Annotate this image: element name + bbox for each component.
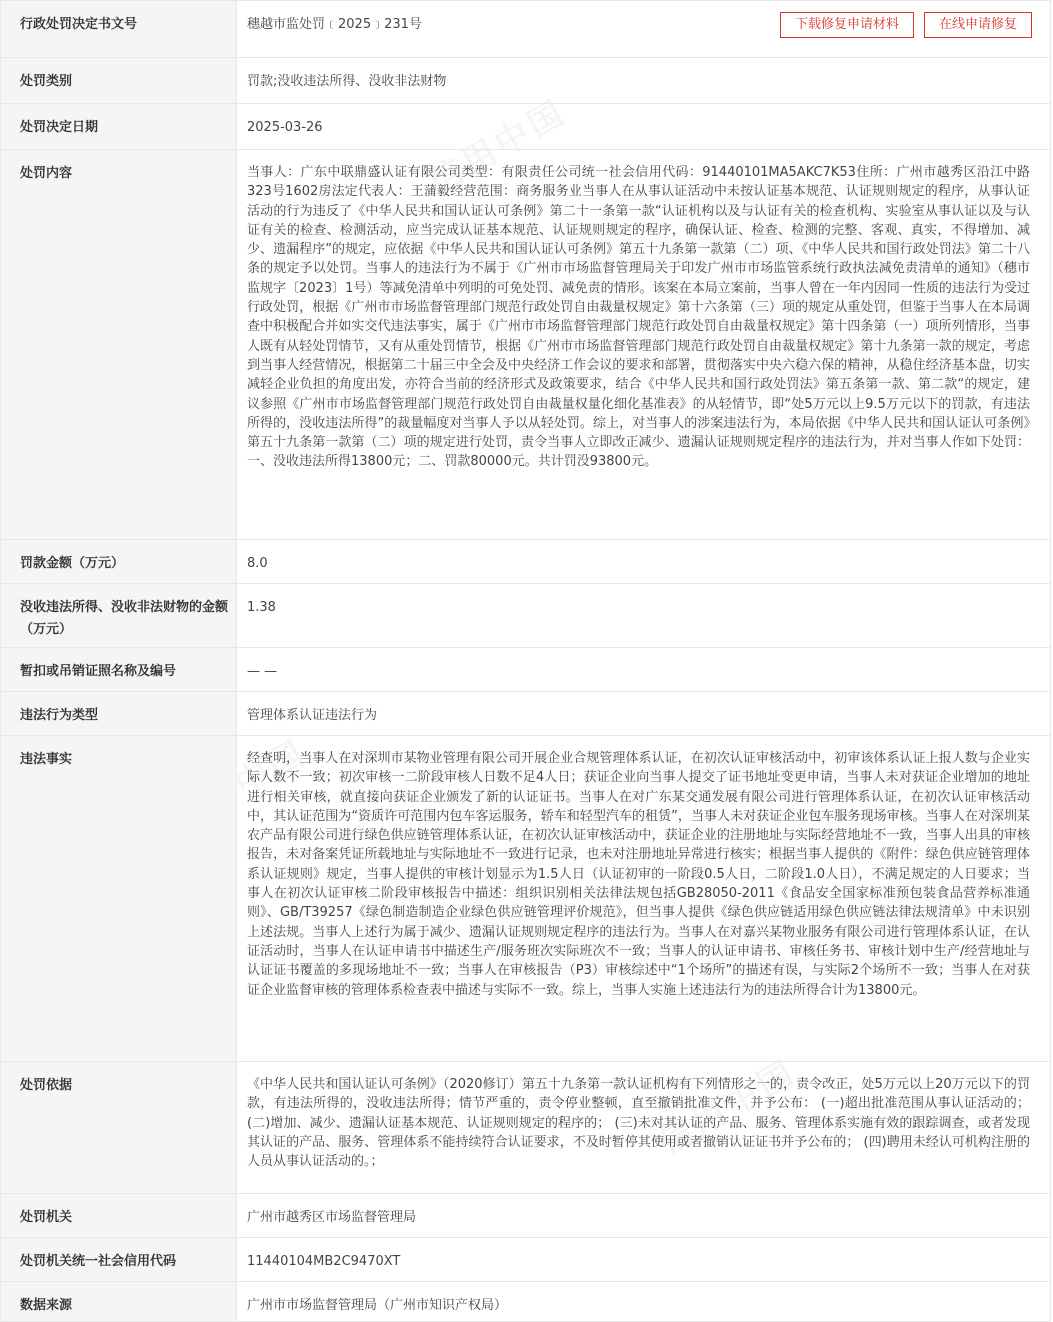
row-decision-number — [1, 1, 1051, 58]
violation-facts-label: 违法事实 — [1, 736, 237, 1062]
data-source-value: 广州市市场监督管理局（广州市知识产权局） — [237, 1282, 1051, 1322]
license-revoked-label: 暂扣或吊销证照名称及编号 — [1, 648, 237, 692]
penalty-type-value: 罚款;没收违法所得、没收非法财物 — [237, 58, 1051, 104]
row-license-revoked — [1, 648, 1051, 692]
row-penalty-type — [1, 58, 1051, 104]
row-penalty-content — [1, 150, 1051, 540]
data-source-label: 数据来源 — [1, 1282, 237, 1322]
legal-basis-value: 《中华人民共和国认证认可条例》（2020修订）第五十九条第一款认证机构有下列情形之一的，责令改正，处5万元以上20万元以下的罚款，有违法所得的，没收违法所得；情节严重的，责令停业整顿，直至撤销批准文件，并予公布： (一)超出批准范围从事认证活动的； (二)增加、减少、遗漏认证基本规范、认证规则规定的程序的； (三)未对其认证的产品、服务、管理体系实施有效的跟踪调查，或者发现其认证的产品、服务、管理体系不能持续符合认证要求，不及时暂停其使用或者撤销认证证书并予公布的； (四)聘用未经认可机构注册的人员从事认证活动的。； — [237, 1062, 1051, 1194]
row-decision-date — [1, 104, 1051, 150]
decision-date-value: 2025-03-26 — [237, 104, 1051, 150]
confiscation-amount-value: 1.38 — [237, 584, 1051, 648]
row-violation-facts — [1, 736, 1051, 1062]
row-authority — [1, 1194, 1051, 1238]
violation-type-value: 管理体系认证违法行为 — [237, 692, 1051, 736]
download-repair-materials-button[interactable]: 下载修复申请材料 — [780, 12, 914, 38]
decision-number-label: 行政处罚决定书文号 — [1, 1, 237, 58]
penalty-content-label: 处罚内容 — [1, 150, 237, 540]
authority-label: 处罚机关 — [1, 1194, 237, 1238]
row-authority-code — [1, 1238, 1051, 1282]
decision-number-value: 穗越市监处罚﹝2025﹞231号 — [247, 17, 422, 32]
license-revoked-value: — — — [237, 648, 1051, 692]
confiscation-amount-label: 没收违法所得、没收非法财物的金额（万元） — [1, 584, 237, 648]
authority-code-value: 11440104MB2C9470XT — [237, 1238, 1051, 1282]
violation-type-label: 违法行为类型 — [1, 692, 237, 736]
row-data-source — [1, 1282, 1051, 1322]
row-fine-amount — [1, 540, 1051, 584]
authority-value: 广州市越秀区市场监督管理局 — [237, 1194, 1051, 1238]
action-buttons — [780, 12, 1032, 38]
penalty-type-label: 处罚类别 — [1, 58, 237, 104]
penalty-content-value: 当事人：广东中联鼎盛认证有限公司类型：有限责任公司统一社会信用代码：91440101MA5AKC7K53住所：广州市越秀区沿江中路323号1602房法定代表人：王蒲毅经营范围：商务服务业当事人在从事认证活动中未按认证基本规范、认证规则规定的程序，从事认证活动的行为违反了《中华人民共和国认证认可条例》第二十一条第一款“认证机构以及与认证有关的检查机构、实验室从事认证以及与认证有关的检查、检测活动，应当完成认证基本规范、认证规则规定的程序，确保认证、检查、检测的完整、客观、真实，不得增加、减少、遗漏程序”的规定，应依据《中华人民共和国认证认可条例》第五十九条第一款第（二）项、《中华人民共和国行政处罚法》第二十八条的规定予以处罚。当事人的违法行为不属于《广州市市场监督管理局关于印发广州市市场监管系统行政执法减免责清单的通知》（穗市监规字〔2023〕1号）等减免清单中列明的可免处罚、减免责的情形。该案在本局立案前，当事人曾在一年内因同一性质的违法行为受过行政处罚，根据《广州市市场监督管理部门规范行政处罚自由裁量权规定》第十六条第（三）项的规定从重处罚，但鉴于当事人在本局调查中积极配合并如实交代违法事实，属于《广州市市场监督管理部门规范行政处罚自由裁量权规定》第十四条第（一）项所列情形，当事人既有从轻处罚情节，又有从重处罚情节，根据《广州市市场监督管理部门规范行政处罚自由裁量权规定》第十九条第一款的规定，考虑到当事人经营情况，根据第二十届三中全会及中央经济工作会议的要求和部署，贯彻落实中央六稳六保的精神，从稳住经济基本盘，切实减轻企业负担的角度出发，亦符合当前的经济形式及政策要求，结合《中华人民共和国行政处罚法》第五条第一款、第二款“的规定，建议参照《广州市市场监督管理部门规范行政处罚自由裁量权量化细化基准表》的从轻情节，即“处5万元以上9.5万元以下的罚款，有违法所得的，没收违法所得”的裁量幅度对当事人予以从轻处罚。综上，对当事人的涉案违法行为，本局依据《中华人民共和国认证认可条例》第五十九条第一款第（二）项的规定进行处罚，责令当事人立即改正减少、遗漏认证规则规定程序的违法行为，并对当事人作如下处罚：一、没收违法所得13800元；二、罚款80000元。共计罚没93800元。 — [237, 150, 1051, 540]
row-legal-basis — [1, 1062, 1051, 1194]
violation-facts-value: 经查明，当事人在对深圳市某物业管理有限公司开展企业合规管理体系认证，在初次认证审核活动中，初审该体系认证上报人数与企业实际人数不一致；初次审核一二阶段审核人日数不足4人日；获证企业向当事人提交了证书地址变更申请，当事人未对获证企业增加的地址进行相关审核，就直接向获证企业颁发了新的认证证书。当事人在对广东某交通发展有限公司进行管理体系认证，在初次认证审核活动中，其认证范围为“资质许可范围内包车客运服务，轿车和轻型汽车的租赁”，当事人未对获证企业包车服务现场审核。当事人在对深圳某农产品有限公司进行绿色供应链管理体系认证，在初次认证审核活动中，获证企业的注册地址与实际经营地址不一致，当事人出具的审核报告，未对备案凭证所载地址与实际地址不一致进行记录，也未对注册地址异常进行核实；根据当事人提供的《附件：绿色供应链管理体系认证规则》规定，当事人提供的审核计划显示为1.5人日（认证初审的一阶段0.5人日，二阶段1.0人日），不满足规定的人日要求；当事人在初次认证审核二阶段审核报告中描述：组织识别相关法律法规包括GB28050-2011《食品安全国家标准预包装食品营养标准通则》、GB/T39257《绿色制造制造企业绿色供应链管理评价规范》，但当事人提供《绿色供应链适用绿色供应链法律法规清单》中未识别上述法规。当事人上述行为属于减少、遗漏认证规则规定程序的违法行为。当事人在对嘉兴某物业服务有限公司进行管理体系认证，在认证活动时，当事人在认证申请书中描述生产/服务班次实际班次不一致；当事人的认证申请书、审核任务书、审核计划中生产/经营地址与认证证书覆盖的多现场地址不一致；当事人在审核报告（P3）审核综述中“1个场所”的描述有误，与实际2个场所不一致；当事人在对获证企业监督审核的管理体系检查表中描述与实际不一致。综上，当事人实施上述违法行为的违法所得合计为13800元。 — [237, 736, 1051, 1062]
fine-amount-value: 8.0 — [237, 540, 1051, 584]
decision-number-cell — [237, 1, 1051, 58]
legal-basis-label: 处罚依据 — [1, 1062, 237, 1194]
decision-date-label: 处罚决定日期 — [1, 104, 237, 150]
authority-code-label: 处罚机关统一社会信用代码 — [1, 1238, 237, 1282]
row-violation-type — [1, 692, 1051, 736]
fine-amount-label: 罚款金额（万元） — [1, 540, 237, 584]
row-confiscation-amount — [1, 584, 1051, 648]
online-repair-button[interactable]: 在线申请修复 — [924, 12, 1032, 38]
